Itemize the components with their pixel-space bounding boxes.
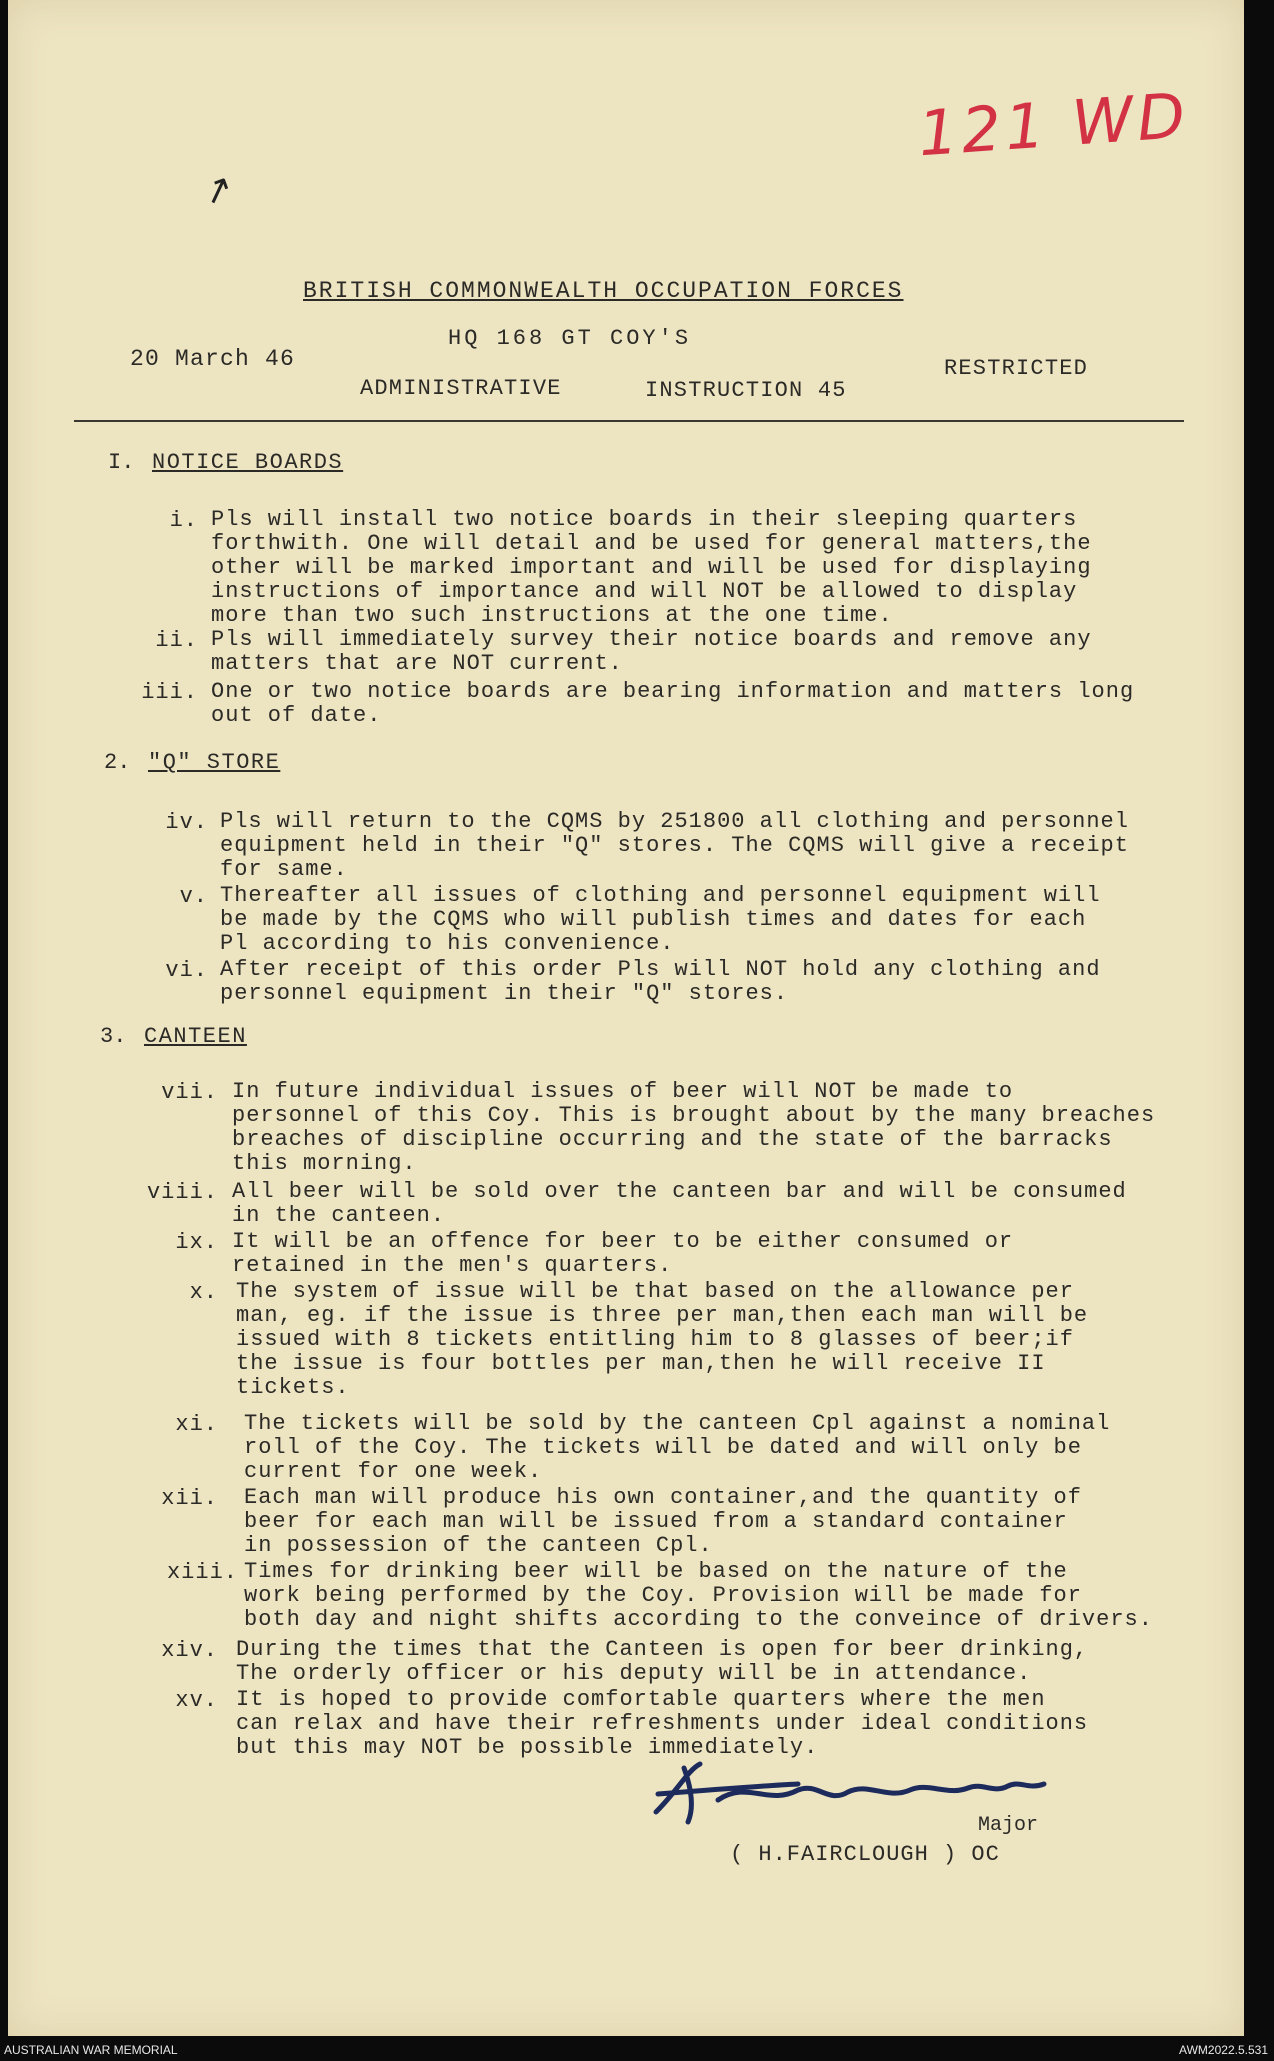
archive-reference: AWM2022.5.531 <box>1179 2043 1268 2057</box>
item-text: Pls will install two notice boards in their sleeping quarters forthwith. One will detail and be used for general matters,the other will be marked important and will be used for displaying instructions of importance and will NOT be allowed to display more than two such instructions at the one time. <box>211 507 1092 628</box>
item-text: Pls will return to the CQMS by 251800 all clothing and personnel equipment held in their "Q" stores. The CQMS will give a receipt for same. <box>220 809 1129 882</box>
item-numeral: ix. <box>175 1230 218 1255</box>
item-numeral: ii. <box>155 628 198 653</box>
item-text: Thereafter all issues of clothing and personnel equipment will be made by the CQMS who will publish times and dates for each Pl according to his convenience. <box>220 883 1101 956</box>
item-text: It will be an offence for beer to be either consumed or retained in the men's quarters. <box>232 1229 1014 1278</box>
item-numeral: vii. <box>161 1080 218 1105</box>
section-heading-notice-boards <box>108 450 343 475</box>
item-numeral: viii. <box>146 1180 218 1205</box>
item-numeral: vi. <box>165 958 208 983</box>
item-numeral: xiv. <box>161 1638 218 1663</box>
header-divider <box>74 420 1184 422</box>
section-heading-canteen <box>100 1024 247 1049</box>
item-text: It is hoped to provide comfortable quarters where the men can relax and have their refreshments under ideal conditions but this may NOT be possible immediately. <box>236 1687 1089 1760</box>
section-heading-q-store <box>104 750 280 775</box>
item-numeral: xi. <box>175 1412 218 1437</box>
item-text: All beer will be sold over the canteen bar and will be consumed in the canteen. <box>232 1179 1127 1228</box>
signature-block <box>648 1760 1118 1880</box>
item-numeral: xiii. <box>166 1560 238 1585</box>
item-text: The tickets will be sold by the canteen Cpl against a nominal roll of the Coy. The tickets will be dated and will only be current for one week. <box>244 1411 1111 1484</box>
instruction-number: INSTRUCTION 45 <box>645 378 847 403</box>
signatory-name: ( H.FAIRCLOUGH ) OC <box>730 1842 1000 1867</box>
item-text: Pls will immediately survey their notice boards and remove any matters that are NOT current. <box>211 627 1092 676</box>
signatory-rank: Major <box>978 1814 1039 1837</box>
item-numeral: xii. <box>161 1486 218 1511</box>
item-numeral: i. <box>169 508 198 533</box>
item-numeral: iv. <box>165 810 208 835</box>
handwritten-tick-mark-icon: ↗ <box>196 166 240 215</box>
item-numeral: v. <box>179 884 208 909</box>
document-page <box>8 0 1244 2036</box>
section-number: I. <box>108 450 135 475</box>
section-title: NOTICE BOARDS <box>152 450 344 475</box>
section-number: 3. <box>100 1024 127 1049</box>
item-text: In future individual issues of beer will NOT be made to personnel of this Coy. This is brought about by the many breaches breaches of discipline occurring and the state of the barracks this morning. <box>232 1079 1156 1176</box>
item-text: Each man will produce his own container,and the quantity of beer for each man will be issued from a standard container in possession of the canteen Cpl. <box>244 1485 1082 1558</box>
item-text: The system of issue will be that based on the allowance per man, eg. if the issue is three per man,then each man will be issued with 8 tickets entitling him to 8 glasses of beer;if the issue is four bottles per man,then he will receive II tickets. <box>236 1279 1089 1400</box>
unit-heading: HQ 168 GT COY'S <box>448 326 692 351</box>
section-title: "Q" STORE <box>148 750 281 775</box>
item-numeral: x. <box>189 1280 218 1305</box>
item-text: Times for drinking beer will be based on the nature of the work being performed by the Coy. Provision will be made for both day and night shifts according to the conveince of drivers. <box>244 1559 1153 1632</box>
section-number: 2. <box>104 750 131 775</box>
document-heading: BRITISH COMMONWEALTH OCCUPATION FORCES <box>303 278 904 304</box>
archive-label: AUSTRALIAN WAR MEMORIAL <box>4 2043 178 2057</box>
item-numeral: xv. <box>175 1688 218 1713</box>
handwritten-reference-annotation: 121 WD <box>915 78 1192 171</box>
document-date: 20 March 46 <box>130 346 296 372</box>
item-text: After receipt of this order Pls will NOT hold any clothing and personnel equipment in their "Q" stores. <box>220 957 1101 1006</box>
item-text: One or two notice boards are bearing information and matters long out of date. <box>211 679 1135 728</box>
classification-label: RESTRICTED <box>944 356 1089 381</box>
item-text: During the times that the Canteen is open for beer drinking, The orderly officer or his deputy will be in attendance. <box>236 1637 1089 1686</box>
section-title: CANTEEN <box>144 1024 247 1049</box>
administrative-label: ADMINISTRATIVE <box>360 376 562 401</box>
item-numeral: iii. <box>141 680 198 705</box>
